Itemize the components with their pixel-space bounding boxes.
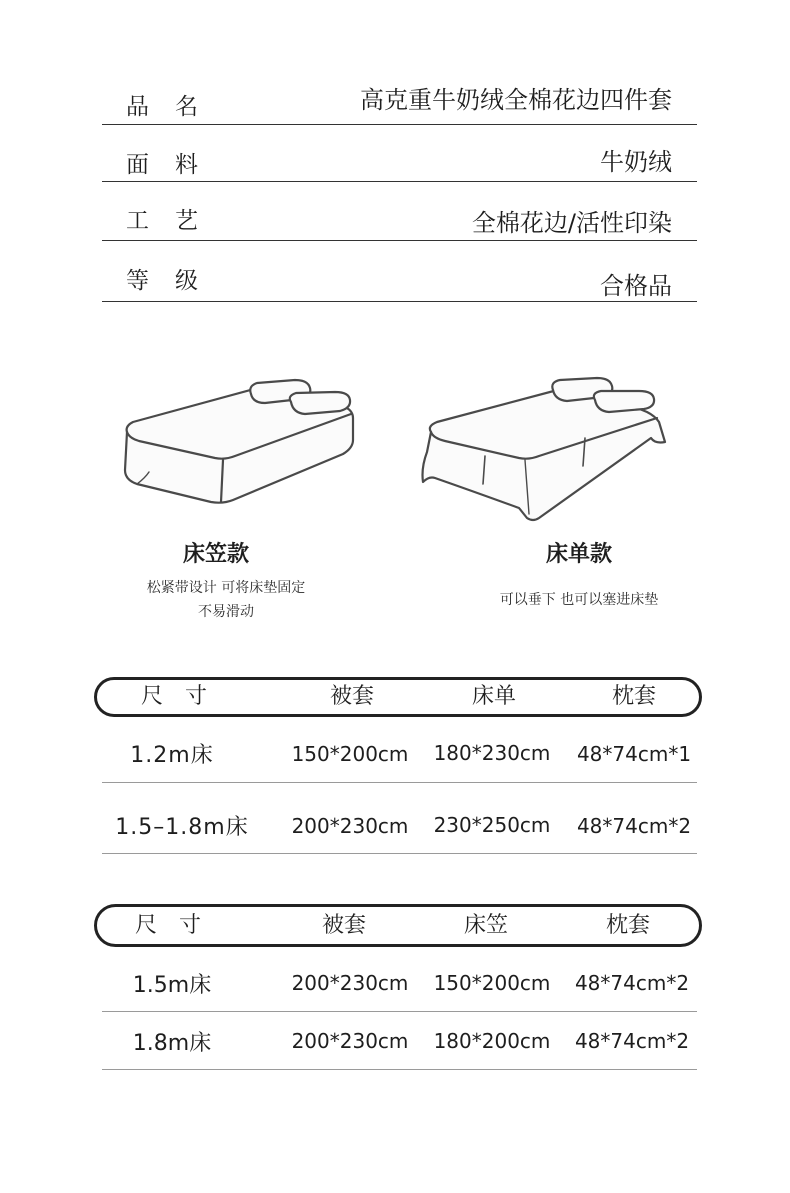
spec-row-name bbox=[102, 72, 697, 125]
header-fitted-sheet: 床笠 bbox=[463, 913, 508, 938]
row-size: 1.5m床 bbox=[132, 973, 212, 998]
row-flat-sheet: 230*250cm bbox=[433, 813, 551, 837]
size-table-1-header bbox=[94, 677, 702, 717]
row-size: 1.2m床 bbox=[130, 743, 214, 768]
table-row bbox=[102, 782, 697, 854]
flat-sheet-bed-illustration bbox=[415, 372, 671, 524]
spec-value: 全棉花边/活性印染 bbox=[471, 209, 672, 237]
spec-row-fabric bbox=[102, 124, 697, 182]
flat-sheet-desc bbox=[455, 588, 703, 612]
spec-value: 合格品 bbox=[600, 272, 672, 300]
spec-row-grade bbox=[102, 240, 697, 302]
row-pillowcase: 48*74cm*2 bbox=[574, 1029, 690, 1053]
fitted-sheet-bed-illustration bbox=[115, 372, 365, 512]
row-flat-sheet: 180*230cm bbox=[433, 741, 551, 765]
row-pillowcase: 48*74cm*1 bbox=[576, 742, 692, 766]
row-duvet-cover: 200*230cm bbox=[291, 971, 409, 995]
header-flat-sheet: 床单 bbox=[471, 684, 516, 709]
spec-row-craft bbox=[102, 181, 697, 241]
spec-value: 高克重牛奶绒全棉花边四件套 bbox=[360, 86, 672, 114]
row-size: 1.8m床 bbox=[132, 1031, 212, 1056]
fitted-sheet-desc-line2: 不易滑动 bbox=[198, 604, 254, 620]
header-pillowcase: 枕套 bbox=[605, 913, 650, 938]
header-size: 尺 寸 bbox=[140, 684, 207, 709]
spec-label: 面料 bbox=[126, 152, 224, 178]
size-table-2-header bbox=[94, 904, 702, 947]
table-row bbox=[102, 952, 697, 1012]
row-size: 1.5–1.8m床 bbox=[115, 815, 249, 840]
fitted-sheet-desc-line1: 松紧带设计 可将床垫固定 bbox=[146, 580, 306, 596]
row-duvet-cover: 200*230cm bbox=[291, 814, 409, 838]
header-pillowcase: 枕套 bbox=[611, 684, 656, 709]
header-size: 尺 寸 bbox=[134, 913, 201, 938]
header-duvet-cover: 被套 bbox=[329, 684, 374, 709]
table-row bbox=[102, 724, 697, 783]
row-duvet-cover: 150*200cm bbox=[291, 742, 409, 766]
row-fitted-sheet: 180*200cm bbox=[433, 1029, 551, 1053]
flat-sheet-desc-line1: 可以垂下 也可以塞进床垫 bbox=[499, 592, 659, 608]
row-pillowcase: 48*74cm*2 bbox=[576, 814, 692, 838]
flat-sheet-title: 床单款 bbox=[545, 542, 612, 567]
fitted-sheet-title: 床笠款 bbox=[182, 542, 249, 567]
spec-label: 等级 bbox=[126, 268, 224, 294]
row-pillowcase: 48*74cm*2 bbox=[574, 971, 690, 995]
fitted-sheet-desc bbox=[106, 576, 346, 624]
spec-value: 牛奶绒 bbox=[600, 148, 672, 176]
row-fitted-sheet: 150*200cm bbox=[433, 971, 551, 995]
table-row bbox=[102, 1011, 697, 1070]
row-duvet-cover: 200*230cm bbox=[291, 1029, 409, 1053]
spec-label: 工艺 bbox=[126, 208, 224, 234]
spec-label: 品名 bbox=[126, 94, 224, 120]
header-duvet-cover: 被套 bbox=[321, 913, 366, 938]
